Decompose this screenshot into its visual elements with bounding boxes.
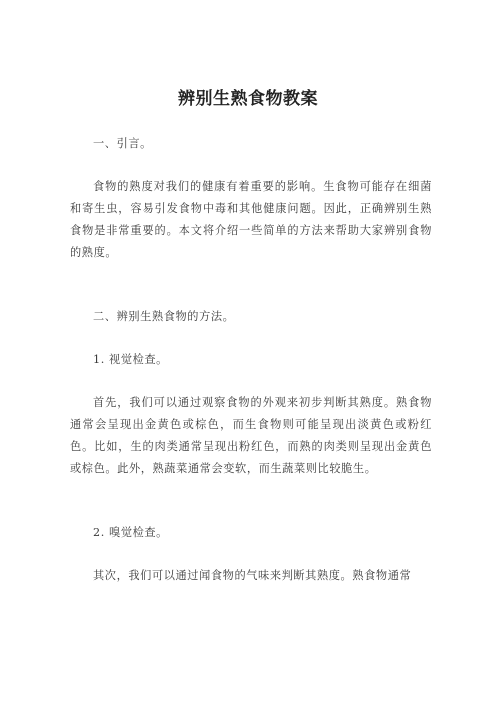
paragraph-intro: 食物的熟度对我们的健康有着重要的影响。生食物可能存在细菌和寄生虫，容易引发食物中毒和其他健康问题。因此，正确辨别生熟食物是非常重要的。本文将介绍一些简单的方法来帮助大家辨别食物的熟度。 [70,180,432,259]
subheading-smell-check: 2. 嗅觉检查。 [93,526,168,539]
section-heading-intro: 一、引言。 [93,137,152,150]
section-heading-methods: 二、辨别生熟食物的方法。 [93,310,235,323]
subheading-visual-check: 1. 视觉检查。 [93,353,168,366]
paragraph-smell-check: 其次，我们可以通过闻食物的气味来判断其熟度。熟食物通常 [93,569,412,582]
document-title: 辨别生熟食物教案 [178,89,318,109]
paragraph-visual-check: 首先，我们可以通过观察食物的外观来初步判断其熟度。熟食物通常会呈现出金黄色或棕色，而生食物则可能呈现出淡黄色或粉红色。比如，生的肉类通常呈现出粉红色，而熟的肉类则呈现出金黄色或棕色。此外，熟蔬菜通常会变软，而生蔬菜则比较脆生。 [70,396,432,475]
